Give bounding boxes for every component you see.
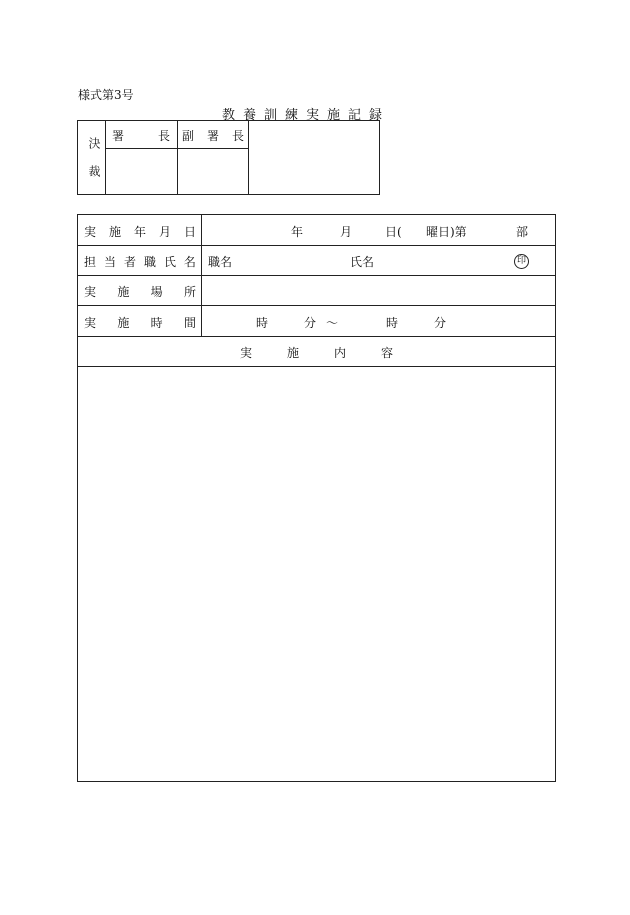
content-header: 実 施 内 容 [240, 346, 393, 360]
chief-label: 署 長 [112, 129, 170, 143]
date-division: 部 [516, 225, 529, 239]
date-month: 月 [340, 225, 353, 239]
time-hour-end: 時 [386, 316, 399, 330]
form-number: 様式第3号 [78, 88, 134, 102]
content-area [78, 367, 555, 781]
time-minute-end: 分 [434, 316, 447, 330]
row-label-place: 実 施 場 所 [84, 285, 196, 299]
time-minute-start: 分 [304, 316, 317, 330]
time-tilde: ～ [326, 316, 339, 330]
approval-label: 決裁 [87, 137, 101, 193]
person-name: 氏名 [350, 255, 375, 269]
time-hour-start: 時 [256, 316, 269, 330]
deputy-chief-label: 副 署 長 [182, 129, 244, 143]
row-label-time: 実 施 時 間 [84, 316, 196, 330]
row-label-date: 実 施 年 月 日 [84, 225, 196, 239]
record-table [77, 214, 556, 782]
date-day: 日( [385, 225, 402, 239]
date-weekday: 曜日)第 [426, 225, 467, 239]
seal-icon: 印 [514, 252, 529, 269]
date-year: 年 [291, 225, 304, 239]
approval-box [77, 120, 380, 195]
person-position: 職名 [208, 255, 233, 269]
document-title: 教養訓練実施記録 [222, 108, 391, 123]
row-label-person: 担 当 者 職 氏 名 [84, 255, 196, 269]
